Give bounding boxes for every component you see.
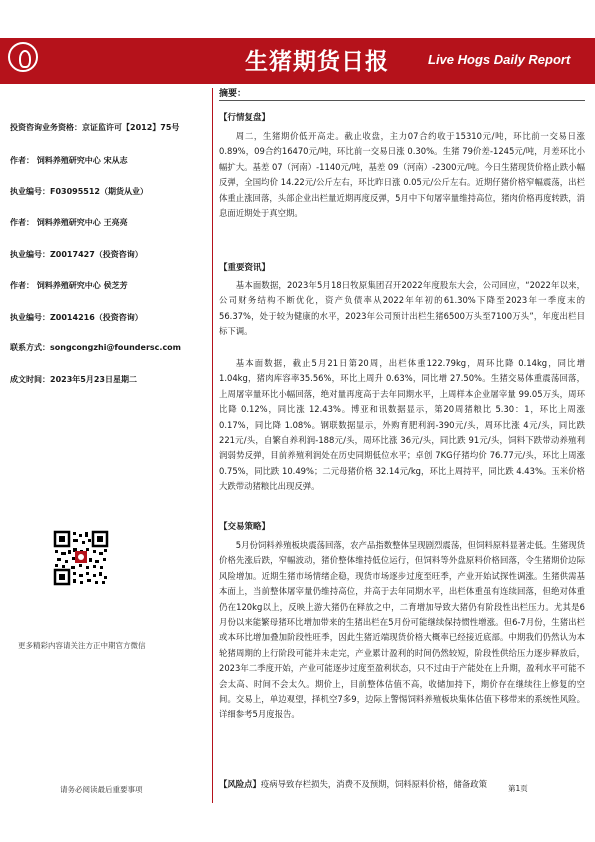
qr-code-icon: [53, 530, 109, 586]
risk-label: 【风险点】: [219, 779, 261, 789]
author-3: 作者： 饲料养殖研究中心 侯芝芳: [10, 281, 128, 290]
summary-label: 摘要：: [219, 89, 247, 99]
section-title-trading-strategy: 【交易策略】: [219, 522, 271, 532]
section-title-market-review: 【行情复盘】: [219, 113, 271, 123]
disclaimer-note: 请务必阅读最后重要事项: [60, 785, 143, 794]
key-news-paragraph-2: 基本面数据，截止5月21日第20周，出栏体重122.79kg，周环比降 0.14kg，同比增 1.04kg，猪肉库容率35.56%，环比上周升 0.63%，同比增 27.50%。生猪交易体重震荡回落，上周屠宰量环比小幅回落，绝对量再度高于去年同期水平，上周样本企业屠宰量 99.05万头，周环比降 0.12%，同比涨 12.43%。博亚和讯数据显示，第20周猪粮比 5.30：1，环比上周涨 0.17%，同比降 1.08%。钢联数据显示，外购育肥利润-390元/头，周环比涨 4元/头，同比跌 221元/头，自繁自养利润-188元/头，周环比涨 36元/头，同比跌 91元/头，饲料下跌带动养殖利润弱势反弹，目前养殖利润处在历史同期低位水平；卓创 7KG仔猪均价 76.77元/头，环比上周涨 0.75%，同比跌 10.49%；二元母猪价格 32.14元/kg，环比上周持平，同比跌 4.43%。玉米价格大跌带动猪粮比出现反弹。: [219, 358, 585, 492]
key-news-paragraph-1: 基本面数据，2023年5月18日牧原集团召开2022年度股东大会，公司回应，“2022年以来，公司财务结构不断优化，资产负债率从2022年年初的61.30%下降至2023年一季度末的56.37%，处于较为健康的水平，2023年公司预计出栏生猪6500万头至7100万头”，年度出栏目标下调。: [219, 280, 585, 337]
market-review-paragraph: 周二，生猪期价低开高走。截止收盘，主力07合约收于15310元/吨，环比前一交易日涨 0.89%，09合约16470元/吨，环比前一交易日涨 0.30%。生猪 79价差-1245元/吨，月差环比小幅扩大。基差 07（河南）-1140元/吨，基差 09（河南）-2300元/吨。今日生猪现货价格止跌小幅反弹，全国均价 14.22元/公斤左右，环比昨日涨 0.05元/公斤左右。近期仔猪价格窄幅震荡，出栏体重止涨回落，头部企业出栏量近期再度反弹，5月中下旬屠宰量维持高位，猪肉价格再度转跌，消息面近期处于真空期。: [219, 131, 585, 219]
summary-rule: [219, 100, 585, 101]
section-title-key-news: 【重要资讯】: [219, 263, 271, 273]
page-number: 第1页: [508, 784, 528, 793]
report-title-english: Live Hogs Daily Report: [428, 52, 571, 67]
author-2-id: 执业编号：Z0017427（投资咨询）: [10, 250, 143, 259]
author-2: 作者： 饲料养殖研究中心 王亮亮: [10, 218, 128, 227]
trading-strategy-paragraph: 5月份饲料养殖板块震荡回落，农产品指数整体呈现剧烈震荡，但饲料原料显著走低。生猪现货价格先涨后跌，窄幅波动，猪价整体维持低位运行，但饲料等外盘原料价格回落，令生猪期价边际风险增加。近期生猪市场情绪企稳，现货市场逐步过度至旺季，产业开始试探性调涨。生猪供需基本面上，当前整体屠宰量仍维持高位，并高于去年同期水平，出栏体重虽有连续回落，但绝对体重仍在120kg以上，反映上游大猪仍在释放之中，二育增加导致大猪仍有阶段性出栏压力。尤其是6月份以来能繁母猪环比增加带来的生猪出栏在5月份可能继续保持惯性增涨。但6-7月份，生猪出栏或本环比增加叠加阶段性旺季，因此生猪近端现货价格大概率已经接近底部。中期我们仍然认为本轮猪周期的上行阶段可能并未走完，产业累计盈利的时间仍然较短，阶段性供给压力逐步释放后，2023年二季度开始，产业可能逐步过度至盈利状态，只不过由于产能处在上升期，盈利水平可能不会太高、时间不会太久。期价上，目前整体估值不高，收储加持下，期价存在继续往上修复的空间。交易上，单边观望，择机空7多9，边际上警惕饲料养殖板块集体估值下移带来的系统性风险。详细参考5月度报告。: [219, 540, 585, 720]
brand-logo-icon: [8, 42, 38, 72]
contact-info: 联系方式：songcongzhi@foundersc.com: [10, 343, 182, 352]
author-3-id: 执业编号：Z0014216（投资咨询）: [10, 313, 143, 322]
license-info: 投资咨询业务资格：京证监许可【2012】75号: [10, 123, 180, 132]
header-banner: [0, 38, 595, 84]
author-1-id: 执业编号：F03095512（期货从业）: [10, 187, 148, 196]
qr-caption: 更多精彩内容请关注方正中期官方微信: [18, 641, 146, 650]
risk-text: 疫病导致存栏损失，消费不及预期，饲料原料价格，储备政策: [260, 779, 487, 789]
column-divider: [212, 88, 213, 803]
author-1: 作者： 饲料养殖研究中心 宋从志: [10, 156, 128, 165]
report-title: 生猪期货日报: [245, 49, 389, 75]
risk-points: [219, 778, 487, 790]
written-date: 成文时间：2023年5月23日星期二: [10, 375, 137, 384]
